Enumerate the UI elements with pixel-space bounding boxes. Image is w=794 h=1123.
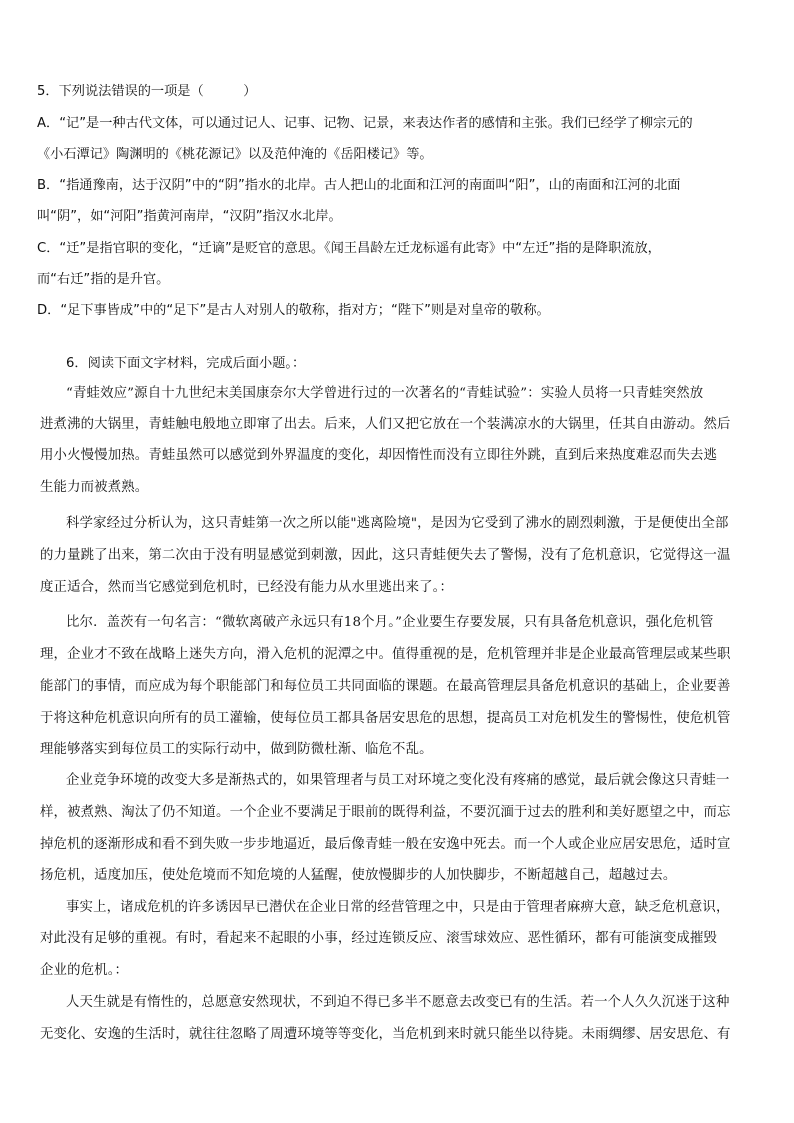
paragraph-1-line-4: 生能力而被煮熟。 [40,480,149,495]
paragraph-2-line-1: 科学家经过分析认为，这只青蛙第一次之所以能"逃离险境"，是因为它受到了沸水的剧烈刺激，于是便使出全部 [66,516,729,531]
paragraph-5-line-2: 对此没有足够的重视。有时，看起来不起眼的小事，经过连锁反应、滚雪球效应、恶性循环，都有可能演变成摧毁 [40,931,718,946]
paragraph-4-line-4: 扬危机，适度加压，使处危境而不知危境的人猛醒，使放慢脚步的人加快脚步，不断超越自己，超越过去。 [40,868,677,883]
paragraph-3-line-1: 比尔．盖茨有一句名言：“微软离破产永远只有18个月。”企业要生存要发展，只有具备危机意识，强化危机管 [66,615,714,630]
paragraph-1-line-3: 用小火慢慢加热。青蛙虽然可以感觉到外界温度的变化，却因惰性而没有立即往外跳，直到后来热度难忍而失去逃 [40,448,718,463]
paragraph-1-line-2: 进煮沸的大锅里，青蛙触电般地立即窜了出去。后来，人们又把它放在一个装满凉水的大锅里，任其自由游动。然后 [40,417,731,432]
option-a-line-2: 《小石潭记》陶渊明的《桃花源记》以及范仲淹的《岳阳楼记》等。 [37,147,433,162]
option-b-line-1: B．“指通豫南，达于汉阴”中的“阴”指水的北岸。古人把山的北面和江河的南面叫“阳”，山的南面和江河的北面 [37,178,681,193]
option-b-line-2: 叫“阴”，如“河阳”指黄河南岸，“汉阴”指汉水北岸。 [37,209,342,224]
paragraph-6-line-1: 人天生就是有惰性的，总愿意安然现状，不到迫不得已多半不愿意去改变已有的生活。若一个人久久沉迷于这种 [66,995,730,1010]
question-5-stem: 5．下列说法错误的一项是（ ） [37,84,257,99]
paragraph-3-line-2: 理，企业才不致在战略上迷失方向，滑入危机的泥潭之中。值得重视的是，危机管理并非是企业最高管理层或某些职 [40,647,731,662]
paragraph-6-line-2: 无变化、安逸的生活时，就往往忽略了周遭环境等等变化，当危机到来时就只能坐以待毙。未雨绸缪、居安思危、有 [40,1027,731,1042]
paragraph-4-line-1: 企业竞争环境的改变大多是渐热式的，如果管理者与员工对环境之变化没有疼痛的感觉，最后就会像这只青蛙一 [66,773,730,788]
option-c-line-1: C．“迁”是指官职的变化，“迁谪”是贬官的意思。《闻王昌龄左迁龙标遥有此寄》中“左迁”指的是降职流放， [37,241,661,256]
paragraph-1-line-1: “青蛙效应”源自十九世纪末美国康奈尔大学曾进行过的一次著名的“青蛙试验”：实验人员将一只青蛙突然放 [66,386,704,401]
paragraph-2-line-3: 度正适合，然而当它感觉到危机时，已经没有能力从水里逃出来了。： [40,580,454,595]
paragraph-3-line-3: 能部门的事情，而应成为每个职能部门和每位员工共同面临的课题。在最高管理层具备危机意识的基础上，企业要善 [40,679,731,694]
paragraph-4-line-3: 掉危机的逐渐形成和看不到失败一步步地逼近，最后像青蛙一般在安逸中死去。而一个人或企业应居安思危，适时宣 [40,837,731,852]
paragraph-5-line-3: 企业的危机。： [40,963,129,978]
question-6-heading: 6．阅读下面文字材料，完成后面小题。： [66,356,306,371]
paragraph-2-line-2: 的力量跳了出来，第二次由于没有明显感觉到刺激，因此，这只青蛙便失去了警惕，没有了危机意识，它觉得这一温 [40,548,731,563]
paragraph-5-line-1: 事实上，诸成危机的许多诱因早已潜伏在企业日常的经营管理之中，只是由于管理者麻痹大意，缺乏危机意识， [66,900,730,915]
paragraph-3-line-5: 理能够落实到每位员工的实际行动中，做到防微杜渐、临危不乱。 [40,742,433,757]
paragraph-3-line-4: 于将这种危机意识向所有的员工灌输，使每位员工都具备居安思危的思想，提高员工对危机发生的警惕性，使危机管 [40,711,731,726]
option-c-line-2: 而“右迁”指的是升官。 [37,272,170,287]
option-a-line-1: A．“记”是一种古代文体，可以通过记人、记事、记物、记景，来表达作者的感情和主张。我们已经学了柳宗元的 [37,116,693,131]
option-d-line-1: D．“足下事皆成”中的“足下”是古人对别人的敬称，指对方；“陛下”则是对皇帝的敬称。 [37,303,550,318]
paragraph-4-line-2: 样，被煮熟、淘汰了仍不知道。一个企业不要满足于眼前的既得利益，不要沉湎于过去的胜利和美好愿望之中，而忘 [40,805,731,820]
